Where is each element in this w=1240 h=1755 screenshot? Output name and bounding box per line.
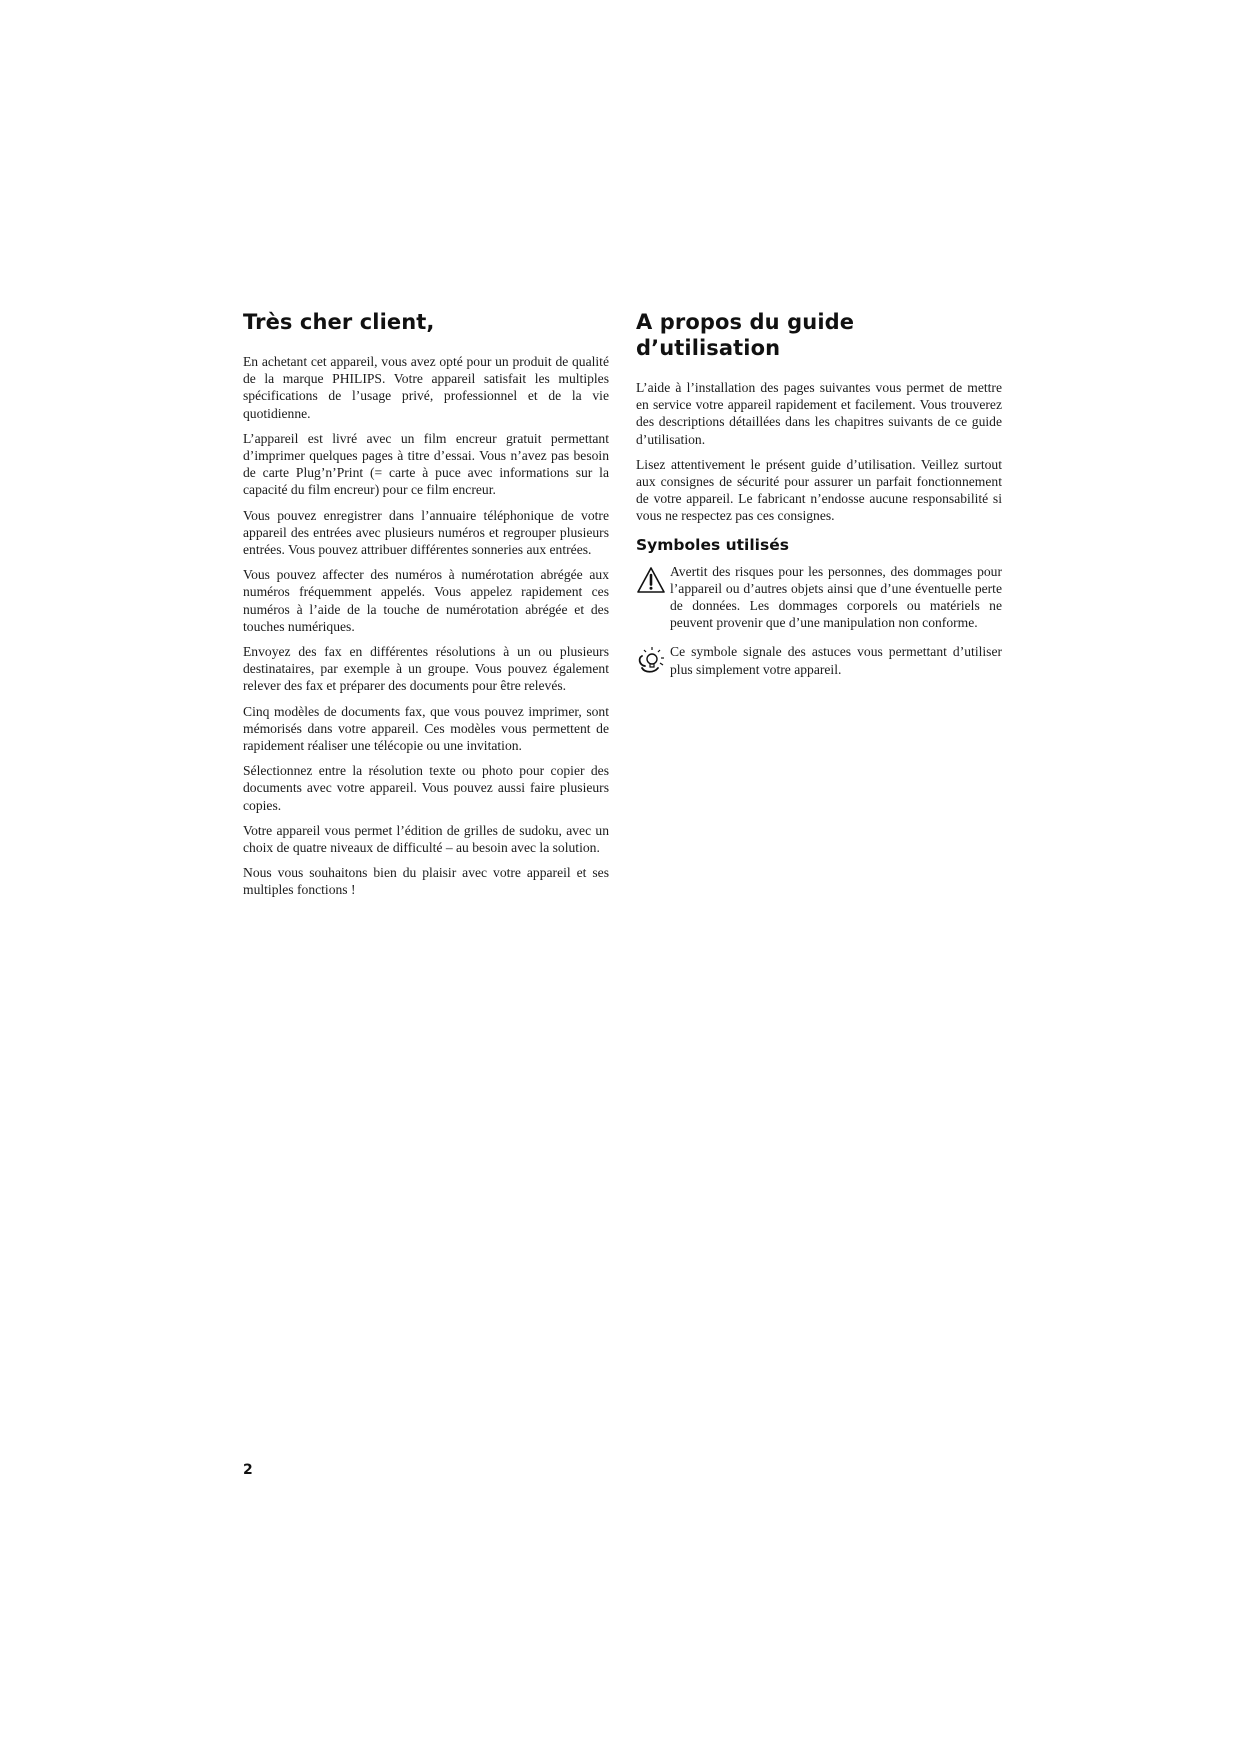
intro-paragraph: En achetant cet appareil, vous avez opté pour un produit de qualité de la marque PHILIPS. Votre appareil satisfait les multiples spécifications de l’usage privé, professionnel et de la vie quotidienne. xyxy=(243,354,609,421)
ink-film-paragraph: L’appareil est livré avec un film encreur gratuit permettant d’imprimer quelques pages à titre d’essai. Vous n’avez pas besoin de carte Plug’n’Print (= carte à puce avec informations sur la capacité du film encreur) pour ce film encreur. xyxy=(243,430,609,498)
warning-symbol-row xyxy=(636,563,1002,632)
warning-triangle-icon xyxy=(636,564,670,598)
page-number: 2 xyxy=(243,1462,253,1478)
warning-symbol-text: Avertit des risques pour les personnes, des dommages pour l’appareil ou d’autres objets ainsi que d’une éventuelle perte de données. Les dommages corporels ou matériels ne peuvent provenir que d’une manipulation non conforme. xyxy=(670,563,1002,631)
right-column xyxy=(636,309,1002,690)
symbols-heading: Symboles utilisés xyxy=(636,535,789,554)
copy-paragraph: Sélectionnez entre la résolution texte ou photo pour copier des documents avec votre appareil. Vous pouvez aussi faire plusieurs copies. xyxy=(243,763,609,813)
fax-templates-paragraph: Cinq modèles de documents fax, que vous pouvez imprimer, sont mémorisés dans votre appareil. Ces modèles vous permettent de rapidement réaliser une télécopie ou une invitation. xyxy=(243,703,609,754)
sudoku-paragraph: Votre appareil vous permet l’édition de grilles de sudoku, avec un choix de quatre niveaux de difficulté – au besoin avec la solution. xyxy=(243,822,609,856)
closing-paragraph: Nous vous souhaitons bien du plaisir avec votre appareil et ses multiples fonctions ! xyxy=(243,865,609,898)
speed-dial-paragraph: Vous pouvez affecter des numéros à numérotation abrégée aux numéros fréquemment appelés. Vous appelez rapidement ces numéros à l’aide de la touche de numérotation abrégée et des touches numériques. xyxy=(243,567,609,634)
guide-safety-paragraph: Lisez attentivement le présent guide d’utilisation. Veillez surtout aux consignes de sécurité pour assurer un parfait fonctionnement de votre appareil. Le fabricant n’endosse aucune responsabilité si vous ne respectez pas ces consignes. xyxy=(636,456,1002,524)
phonebook-paragraph: Vous pouvez enregistrer dans l’annuaire téléphonique de votre appareil des entrées avec plusieurs numéros et regrouper plusieurs entrées. Vous pouvez attribuer différentes sonneries aux entrées. xyxy=(243,507,609,558)
lightbulb-tip-icon xyxy=(636,644,670,678)
tip-symbol-row xyxy=(636,643,1002,678)
left-column xyxy=(243,309,609,907)
tip-symbol-text: Ce symbole signale des astuces vous permettant d’utiliser plus simplement votre appareil. xyxy=(670,644,1002,677)
welcome-heading: Très cher client, xyxy=(243,310,435,334)
guide-heading: A propos du guide d’utilisation xyxy=(636,310,855,360)
fax-paragraph: Envoyez des fax en différentes résolutions à un ou plusieurs destinataires, par exemple à un groupe. Vous pouvez également relever des fax et préparer des documents pour être relevés. xyxy=(243,644,609,694)
guide-intro-paragraph: L’aide à l’installation des pages suivantes vous permet de mettre en service votre appareil rapidement et facilement. Vous trouverez des descriptions détaillées dans les chapitres suivants de ce guide d’utilisation. xyxy=(636,380,1002,447)
